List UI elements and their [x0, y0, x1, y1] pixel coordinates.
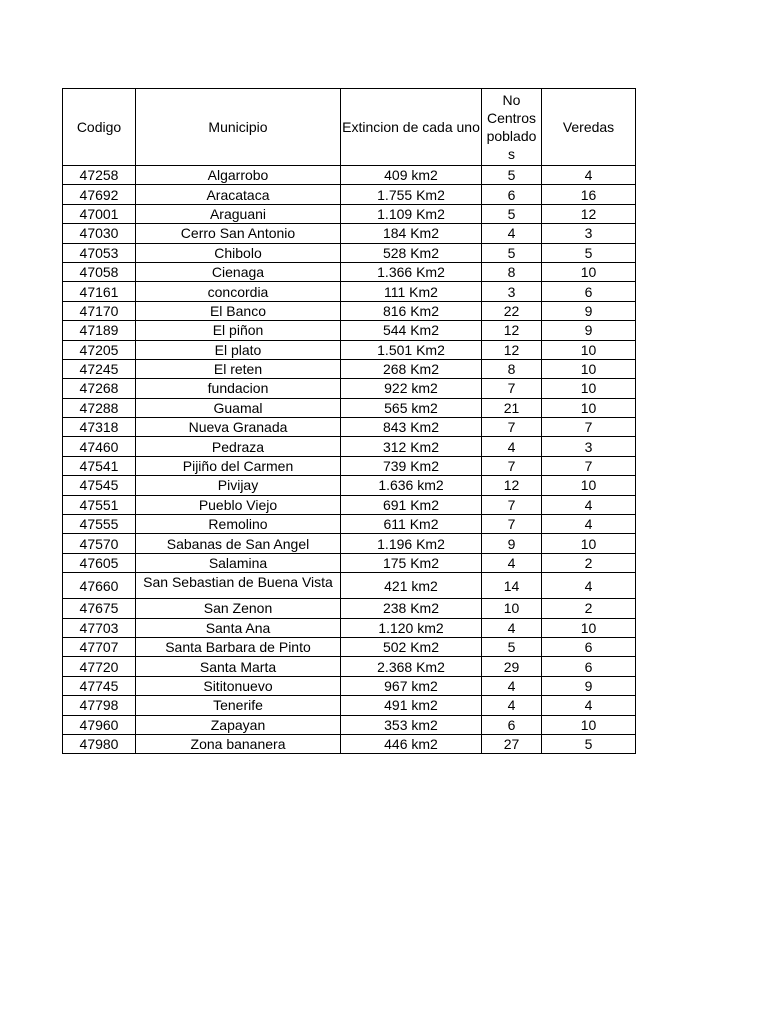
table-header [63, 89, 636, 166]
cell-municipio: Santa Marta [136, 657, 341, 676]
cell-codigo: 47268 [63, 379, 136, 398]
cell-extincion: 1.109 Km2 [341, 204, 482, 223]
cell-centros-poblados: 5 [482, 243, 542, 262]
cell-centros-poblados: 6 [482, 715, 542, 734]
cell-extincion: 1.755 Km2 [341, 185, 482, 204]
cell-municipio: Cerro San Antonio [136, 224, 341, 243]
cell-extincion: 816 Km2 [341, 301, 482, 320]
cell-centros-poblados: 7 [482, 418, 542, 437]
cell-codigo: 47170 [63, 301, 136, 320]
cell-municipio: El Banco [136, 301, 341, 320]
cell-municipio: Algarrobo [136, 166, 341, 185]
cell-extincion: 565 km2 [341, 398, 482, 417]
cell-centros-poblados: 29 [482, 657, 542, 676]
cell-veredas: 10 [542, 534, 636, 553]
table-row [63, 262, 636, 281]
cell-veredas: 3 [542, 224, 636, 243]
cell-municipio: Santa Ana [136, 618, 341, 637]
table-row [63, 618, 636, 637]
cell-municipio: Salamina [136, 553, 341, 572]
cell-veredas: 4 [542, 495, 636, 514]
cell-veredas: 7 [542, 456, 636, 475]
table-row [63, 359, 636, 378]
table-row [63, 657, 636, 676]
cell-veredas: 2 [542, 599, 636, 618]
cell-veredas: 10 [542, 340, 636, 359]
cell-municipio: El piñon [136, 321, 341, 340]
cell-municipio: Remolino [136, 515, 341, 534]
table-row [63, 321, 636, 340]
cell-veredas: 2 [542, 553, 636, 572]
cell-extincion: 184 Km2 [341, 224, 482, 243]
cell-centros-poblados: 7 [482, 495, 542, 514]
table-row [63, 515, 636, 534]
header-row [63, 89, 636, 166]
cell-extincion: 446 km2 [341, 734, 482, 753]
table-row [63, 437, 636, 456]
cell-veredas: 6 [542, 657, 636, 676]
cell-centros-poblados: 10 [482, 599, 542, 618]
cell-codigo: 47707 [63, 637, 136, 656]
cell-centros-poblados: 4 [482, 437, 542, 456]
header-veredas: Veredas [542, 89, 636, 166]
cell-codigo: 47053 [63, 243, 136, 262]
cell-veredas: 5 [542, 734, 636, 753]
cell-municipio: Zona bananera [136, 734, 341, 753]
cell-extincion: 544 Km2 [341, 321, 482, 340]
cell-veredas: 12 [542, 204, 636, 223]
cell-centros-poblados: 5 [482, 166, 542, 185]
cell-centros-poblados: 5 [482, 637, 542, 656]
table-row [63, 204, 636, 223]
cell-municipio: Aracataca [136, 185, 341, 204]
cell-codigo: 47030 [63, 224, 136, 243]
cell-codigo: 47675 [63, 599, 136, 618]
cell-veredas: 4 [542, 573, 636, 599]
cell-municipio: Pedraza [136, 437, 341, 456]
cell-municipio: San Zenon [136, 599, 341, 618]
cell-codigo: 47555 [63, 515, 136, 534]
cell-extincion: 739 Km2 [341, 456, 482, 475]
cell-extincion: 238 Km2 [341, 599, 482, 618]
cell-centros-poblados: 14 [482, 573, 542, 599]
cell-veredas: 9 [542, 301, 636, 320]
cell-municipio: Nueva Granada [136, 418, 341, 437]
cell-centros-poblados: 22 [482, 301, 542, 320]
cell-codigo: 47960 [63, 715, 136, 734]
cell-extincion: 491 km2 [341, 696, 482, 715]
cell-codigo: 47318 [63, 418, 136, 437]
cell-extincion: 1.120 km2 [341, 618, 482, 637]
cell-centros-poblados: 4 [482, 618, 542, 637]
cell-veredas: 4 [542, 515, 636, 534]
cell-extincion: 268 Km2 [341, 359, 482, 378]
cell-centros-poblados: 8 [482, 359, 542, 378]
cell-municipio-text: San Sebastian de Buena Vista [143, 574, 333, 591]
cell-extincion: 1.196 Km2 [341, 534, 482, 553]
header-centros-poblados: No Centros poblado s [482, 89, 542, 166]
cell-centros-poblados: 7 [482, 456, 542, 475]
cell-veredas: 10 [542, 715, 636, 734]
cell-extincion: 353 km2 [341, 715, 482, 734]
cell-codigo: 47798 [63, 696, 136, 715]
cell-codigo: 47605 [63, 553, 136, 572]
table-body [63, 166, 636, 754]
cell-municipio [136, 573, 341, 599]
cell-veredas: 10 [542, 398, 636, 417]
cell-centros-poblados: 8 [482, 262, 542, 281]
cell-municipio: Guamal [136, 398, 341, 417]
cell-extincion: 175 Km2 [341, 553, 482, 572]
cell-codigo: 47161 [63, 282, 136, 301]
cell-codigo: 47058 [63, 262, 136, 281]
cell-veredas: 3 [542, 437, 636, 456]
table-row [63, 534, 636, 553]
cell-veredas: 10 [542, 476, 636, 495]
cell-municipio: Pijiño del Carmen [136, 456, 341, 475]
cell-codigo: 47258 [63, 166, 136, 185]
cell-codigo: 47545 [63, 476, 136, 495]
cell-centros-poblados: 12 [482, 321, 542, 340]
cell-centros-poblados: 12 [482, 476, 542, 495]
table-row [63, 696, 636, 715]
cell-codigo: 47551 [63, 495, 136, 514]
header-municipio: Municipio [136, 89, 341, 166]
cell-veredas: 7 [542, 418, 636, 437]
cell-municipio: concordia [136, 282, 341, 301]
cell-codigo: 47660 [63, 573, 136, 599]
cell-municipio: Araguani [136, 204, 341, 223]
cell-municipio: Cienaga [136, 262, 341, 281]
cell-veredas: 10 [542, 262, 636, 281]
table-row [63, 637, 636, 656]
table-row [63, 476, 636, 495]
cell-municipio: Tenerife [136, 696, 341, 715]
cell-municipio: Chibolo [136, 243, 341, 262]
cell-veredas: 6 [542, 637, 636, 656]
cell-municipio: Pueblo Viejo [136, 495, 341, 514]
table-row [63, 553, 636, 572]
cell-extincion: 1.501 Km2 [341, 340, 482, 359]
cell-extincion: 611 Km2 [341, 515, 482, 534]
cell-codigo: 47245 [63, 359, 136, 378]
table-row [63, 495, 636, 514]
cell-codigo: 47460 [63, 437, 136, 456]
cell-codigo: 47703 [63, 618, 136, 637]
cell-municipio: Zapayan [136, 715, 341, 734]
cell-municipio: Santa Barbara de Pinto [136, 637, 341, 656]
table-row [63, 418, 636, 437]
cell-centros-poblados: 4 [482, 676, 542, 695]
table-row [63, 340, 636, 359]
cell-centros-poblados: 7 [482, 515, 542, 534]
cell-centros-poblados: 5 [482, 204, 542, 223]
cell-codigo: 47288 [63, 398, 136, 417]
table-row [63, 734, 636, 753]
cell-municipio: El reten [136, 359, 341, 378]
table-row [63, 282, 636, 301]
cell-extincion: 1.366 Km2 [341, 262, 482, 281]
cell-municipio: Sabanas de San Angel [136, 534, 341, 553]
cell-centros-poblados: 12 [482, 340, 542, 359]
cell-veredas: 10 [542, 618, 636, 637]
cell-extincion: 967 km2 [341, 676, 482, 695]
cell-municipio: Pivijay [136, 476, 341, 495]
cell-extincion: 922 km2 [341, 379, 482, 398]
cell-codigo: 47570 [63, 534, 136, 553]
cell-veredas: 4 [542, 696, 636, 715]
cell-extincion: 691 Km2 [341, 495, 482, 514]
cell-veredas: 4 [542, 166, 636, 185]
table-row [63, 185, 636, 204]
cell-centros-poblados: 21 [482, 398, 542, 417]
cell-veredas: 10 [542, 359, 636, 378]
cell-codigo: 47205 [63, 340, 136, 359]
cell-codigo: 47720 [63, 657, 136, 676]
table-row [63, 573, 636, 599]
table-row [63, 715, 636, 734]
header-codigo: Codigo [63, 89, 136, 166]
cell-centros-poblados: 9 [482, 534, 542, 553]
cell-codigo: 47189 [63, 321, 136, 340]
cell-extincion: 2.368 Km2 [341, 657, 482, 676]
cell-veredas: 9 [542, 676, 636, 695]
cell-municipio: Sititonuevo [136, 676, 341, 695]
cell-veredas: 5 [542, 243, 636, 262]
table-row [63, 243, 636, 262]
cell-extincion: 409 km2 [341, 166, 482, 185]
cell-municipio: El plato [136, 340, 341, 359]
cell-centros-poblados: 3 [482, 282, 542, 301]
table-row [63, 224, 636, 243]
cell-codigo: 47692 [63, 185, 136, 204]
cell-veredas: 16 [542, 185, 636, 204]
cell-extincion: 111 Km2 [341, 282, 482, 301]
table-row [63, 676, 636, 695]
cell-veredas: 9 [542, 321, 636, 340]
cell-extincion: 528 Km2 [341, 243, 482, 262]
cell-centros-poblados: 4 [482, 696, 542, 715]
cell-centros-poblados: 4 [482, 224, 542, 243]
cell-centros-poblados: 7 [482, 379, 542, 398]
cell-codigo: 47001 [63, 204, 136, 223]
table-row [63, 166, 636, 185]
header-extincion: Extincion de cada uno [341, 89, 482, 166]
table-row [63, 456, 636, 475]
cell-extincion: 312 Km2 [341, 437, 482, 456]
cell-veredas: 10 [542, 379, 636, 398]
table-row [63, 599, 636, 618]
cell-extincion: 502 Km2 [341, 637, 482, 656]
cell-extincion: 1.636 km2 [341, 476, 482, 495]
cell-codigo: 47980 [63, 734, 136, 753]
cell-centros-poblados: 4 [482, 553, 542, 572]
municipios-table [62, 88, 636, 754]
cell-codigo: 47745 [63, 676, 136, 695]
table-row [63, 379, 636, 398]
cell-centros-poblados: 27 [482, 734, 542, 753]
cell-veredas: 6 [542, 282, 636, 301]
cell-municipio: fundacion [136, 379, 341, 398]
table-row [63, 301, 636, 320]
table-row [63, 398, 636, 417]
cell-centros-poblados: 6 [482, 185, 542, 204]
cell-codigo: 47541 [63, 456, 136, 475]
cell-extincion: 421 km2 [341, 573, 482, 599]
cell-extincion: 843 Km2 [341, 418, 482, 437]
